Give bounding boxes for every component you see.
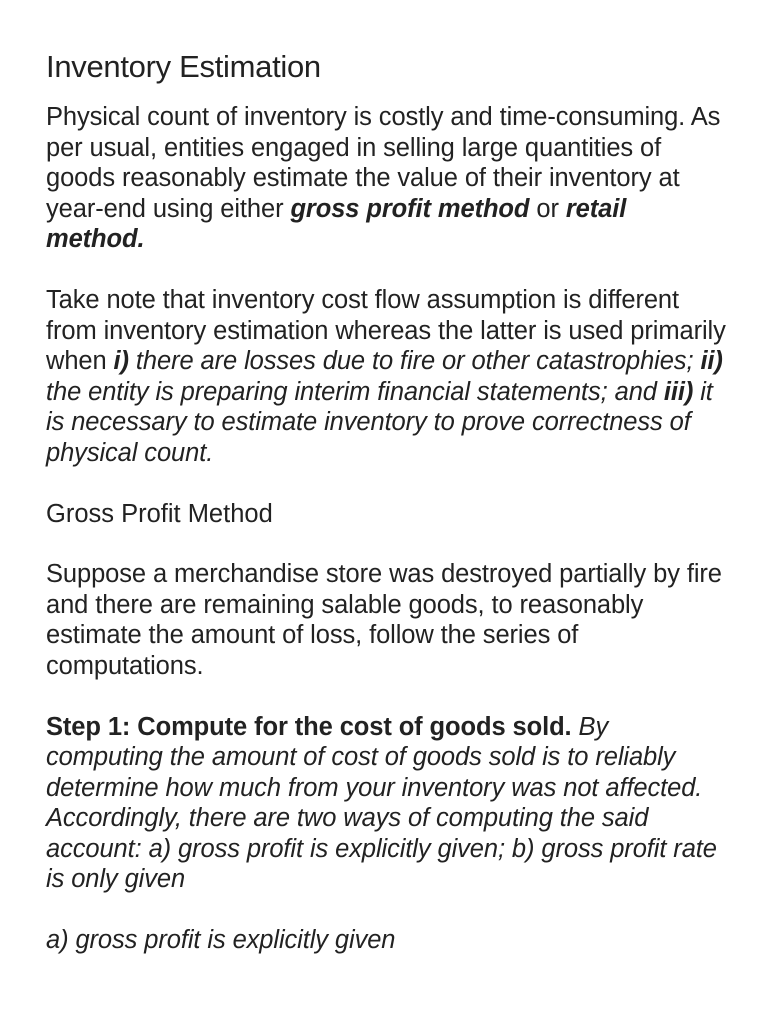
step1-heading: Step 1: Compute for the cost of goods sold. [46,712,572,741]
section-heading: Gross Profit Method [46,499,273,528]
page-title: Inventory Estimation [46,49,321,84]
note-item1-label: i) [113,347,129,376]
note-item3-text: it is necessary to estimate inventory to prove correctness of physical count. [46,377,713,467]
note-item1-text: there are losses due to fire or other catastrophies; [128,347,701,376]
step1-paragraph [46,712,728,896]
note-paragraph [46,285,728,469]
step1-text: By computing the amount of cost of goods sold is to reliably determine how much from your inventory was not affected. Accordingly, there are two ways of computing the said account: a) gross profit is explicitly given; b) gross profit rate is only given [46,712,717,894]
retail-method-term: retail method. [46,194,627,254]
note-item2-label: ii) [700,347,723,376]
intro-connector: or [529,194,566,223]
scenario-paragraph: Suppose a merchandise store was destroyed partially by fire and there are remaining salable goods, to reasonably estimate the amount of loss, follow the series of computations. [46,560,722,680]
note-item3-label: iii) [663,377,694,406]
intro-paragraph [46,102,728,255]
subcase-a: a) gross profit is explicitly given [46,926,396,955]
note-item2-text: the entity is preparing interim financial statements; and [46,377,664,406]
note-text: Take note that inventory cost flow assumption is different from inventory estimation whereas the latter is used primarily when [46,285,726,376]
gross-profit-method-term: gross profit method [290,194,530,223]
intro-text: Physical count of inventory is costly and time-consuming. As per usual, entities engaged in selling large quantities of goods reasonably estimate the value of their inventory at year-end using either [46,103,721,223]
